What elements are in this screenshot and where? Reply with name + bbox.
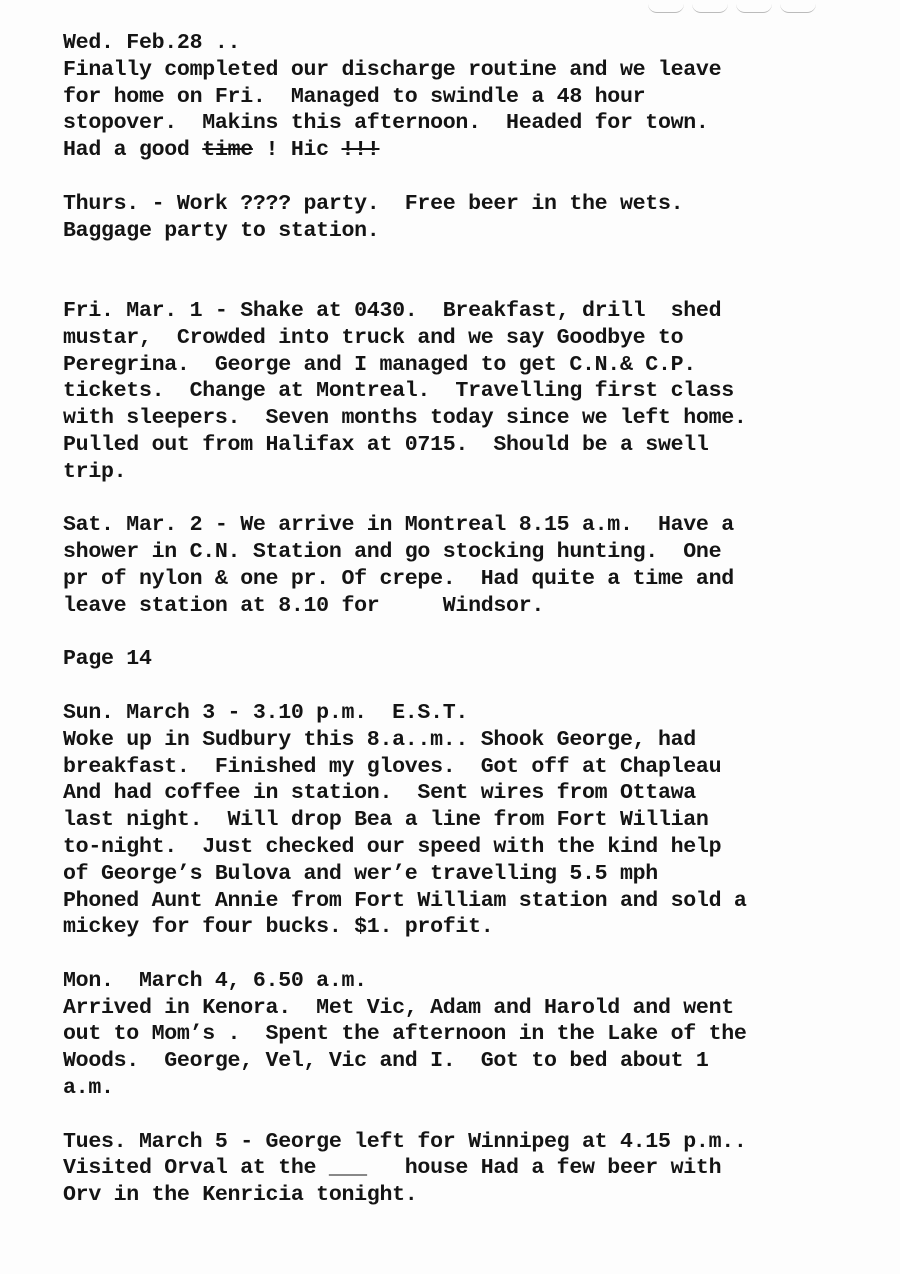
- diary-entry-mar-4: [63, 968, 863, 1102]
- text-line: Baggage party to station.: [63, 218, 380, 243]
- text-line: Mon. March 4, 6.50 a.m.: [63, 968, 367, 993]
- text-line: Woke up in Sudbury this 8.a..m.. Shook George, had: [63, 727, 696, 752]
- text-fragment: Had a good: [63, 138, 203, 163]
- text-line: Finally completed our discharge routine and we leave: [63, 57, 722, 82]
- text-line: last night. Will drop Bea a line from Fort Willian: [63, 808, 709, 833]
- text-line: Sat. Mar. 2 - We arrive in Montreal 8.15 a.m. Have a: [63, 513, 734, 538]
- struck-text: time: [202, 138, 253, 163]
- text-line: stopover. Makins this afternoon. Headed for town.: [63, 111, 709, 136]
- text-line: for home on Fri. Managed to swindle a 48 hour: [63, 84, 646, 109]
- diary-entry-mar-1: [63, 298, 863, 486]
- text-line: Tues. March 5 - George left for Winnipeg at 4.15 p.m..: [63, 1129, 747, 1154]
- text-line: Pulled out from Halifax at 0715. Should be a swell: [63, 432, 709, 457]
- text-fragment: ! Hic: [252, 138, 342, 163]
- text-line: trip.: [63, 459, 127, 484]
- diary-entry-feb-28: [63, 30, 863, 164]
- text-line: Thurs. - Work ???? party. Free beer in the wets.: [63, 191, 684, 216]
- struck-text: !!!: [341, 138, 380, 163]
- text-line: And had coffee in station. Sent wires from Ottawa: [63, 781, 696, 806]
- text-line: a.m.: [63, 1076, 114, 1101]
- text-line: Fri. Mar. 1 - Shake at 0430. Breakfast, drill shed: [63, 298, 722, 323]
- text-line: tickets. Change at Montreal. Travelling first class: [63, 379, 734, 404]
- text-line: mickey for four bucks. $1. profit.: [63, 915, 494, 940]
- text-line: Wed. Feb.28 ..: [63, 31, 241, 55]
- page-number: [63, 646, 863, 673]
- text-line: shower in C.N. Station and go stocking hunting. One: [63, 540, 722, 565]
- text-line: to-night. Just checked our speed with the kind help: [63, 834, 722, 859]
- text-line: Sun. March 3 - 3.10 p.m. E.S.T.: [63, 700, 469, 725]
- text-line: Arrived in Kenora. Met Vic, Adam and Harold and went: [63, 995, 734, 1020]
- text-line: Woods. George, Vel, Vic and I. Got to bed about 1: [63, 1049, 709, 1074]
- text-line: out to Mom’s . Spent the afternoon in the Lake of the: [63, 1022, 747, 1047]
- text-line: leave station at 8.10 for Windsor.: [63, 593, 545, 618]
- diary-entry-mar-2: [63, 512, 863, 619]
- text-line: [63, 137, 863, 164]
- text-line: Orv in the Kenricia tonight.: [63, 1183, 418, 1208]
- text-line: mustar, Crowded into truck and we say Goodbye to: [63, 325, 684, 350]
- text-line: Phoned Aunt Annie from Fort William station and sold a: [63, 888, 747, 913]
- diary-entry-thurs: [63, 191, 863, 245]
- diary-entry-mar-3: [63, 700, 863, 941]
- text-line: with sleepers. Seven months today since we left home.: [63, 406, 747, 431]
- text-line: pr of nylon & one pr. Of crepe. Had quite a time and: [63, 566, 734, 591]
- scan-edge-marks: [640, 0, 840, 8]
- text-line: breakfast. Finished my gloves. Got off at Chapleau: [63, 754, 722, 779]
- text-line: Page 14: [63, 647, 152, 672]
- text-line: Visited Orval at the ___ house Had a few beer with: [63, 1156, 722, 1181]
- diary-entry-mar-5: [63, 1129, 863, 1209]
- text-line: of George’s Bulova and wer’e travelling 5.5 mph: [63, 861, 658, 886]
- diary-text: [63, 30, 863, 1209]
- text-line: Peregrina. George and I managed to get C.N.& C.P.: [63, 352, 696, 377]
